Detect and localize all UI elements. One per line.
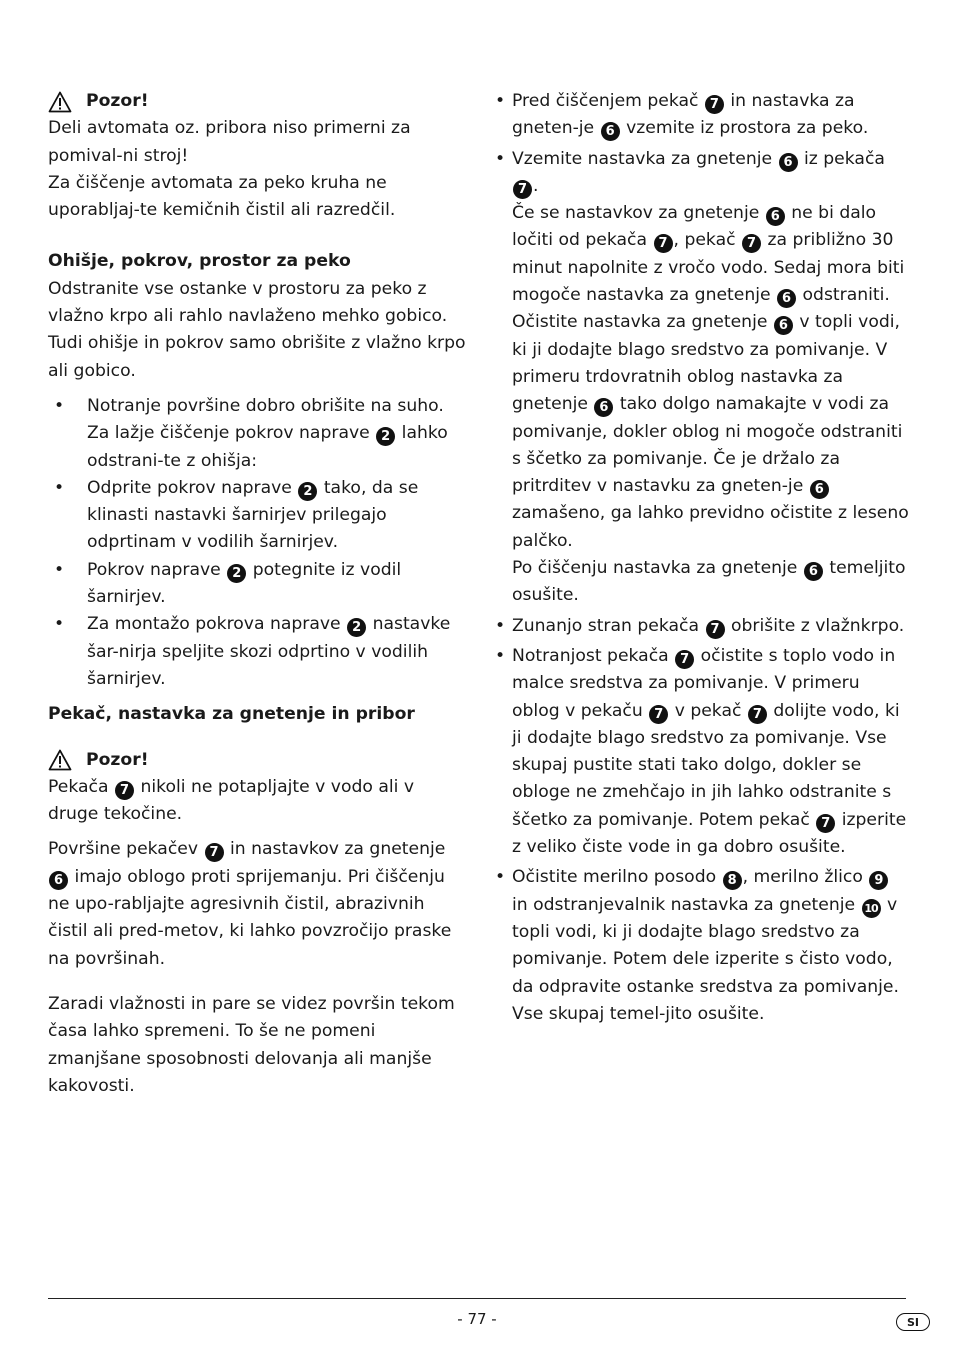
warning-heading [48, 747, 468, 774]
part-number-badge: 7 [705, 95, 724, 114]
warning-text: Pekača 7 nikoli ne potapljajte v vodo ali v druge tekočine. [48, 776, 415, 825]
warning-triangle-icon [48, 91, 72, 113]
part-number-badge: 2 [347, 618, 366, 637]
footer-divider [48, 1298, 906, 1299]
warning-triangle-icon [48, 749, 72, 771]
part-number-badge: 6 [774, 316, 793, 335]
warning-text: Za čiščenje avtomata za peko kruha ne uporabljaj-te kemičnih čistil ali razredčil. [48, 172, 396, 221]
warning-title: Pozor! [86, 91, 149, 111]
part-number-badge: 2 [227, 564, 246, 583]
bullet: • [495, 645, 506, 666]
bullet: • [495, 615, 506, 636]
part-number-badge: 9 [869, 871, 888, 890]
part-number-badge: 6 [594, 398, 613, 417]
list-item: • Zunanjo stran pekača 7 obrišite z vlažnkrpo. [495, 613, 910, 640]
part-number-badge: 7 [816, 814, 835, 833]
part-number-badge: 10 [862, 899, 881, 918]
bullet: • [495, 91, 506, 111]
part-number-badge: 6 [601, 122, 620, 141]
page-number: - 77 - [457, 1310, 497, 1328]
part-number-badge: 7 [675, 650, 694, 669]
list-item: • Vzemite nastavka za gnetenje 6 iz pekača 7 . Če se nastavkov za gnetenje 6 ne bi dalo ločiti od pekača 7 , pekač 7 za približno 30 minut napolnite z vročo vodo. Sedaj mora biti mogoče nastavka za gnetenje 6 odstraniti. Očistite nastavka za gnetenje 6 v topli vodi, ki ji dodajte blago sredstvo za pomivanje. V primeru trdovratnih oblog nastavka za gnetenje 6 tako dolgo namakajte v vodi za pomivanje, dokler oblog ni mogoče odstraniti s ščetko za pomivanje. Če je držalo za pritrditev v nastavku za gneten-je 6 zamašeno, ga lahko previdno očistite z leseno palčko. Po čiščenju nastavka za gnetenje 6 temeljito osušite. [495, 146, 910, 610]
part-number-badge: 2 [376, 427, 395, 446]
list-item: • Notranje površine dobro obrišite na suho. Za lažje čiščenje pokrov naprave 2 lahko odstrani-te z ohišja: [48, 393, 468, 475]
part-number-badge: 6 [779, 153, 798, 172]
section-heading: Pekač, nastavka za gnetenje in pribor [48, 704, 415, 725]
part-number-badge: 7 [742, 234, 761, 253]
part-number-badge: 7 [513, 180, 532, 199]
list-item: • Pokrov naprave 2 potegnite iz vodil šarnirjev. [48, 557, 468, 612]
part-number-badge: 7 [649, 705, 668, 724]
part-number-badge: 6 [810, 480, 829, 499]
part-number-badge: 7 [706, 620, 725, 639]
paragraph: Površine pekačev 7 in nastavkov za gnetenje 6 imajo oblogo proti sprijemanju. Pri čiščenju ne upo-rabljajte agresivnih čistil, abrazivnih čistil ali pred-metov, ki lahko povzročijo praske na površinah. [48, 839, 452, 969]
warning-title: Pozor! [86, 749, 149, 770]
list-item: • Odprite pokrov naprave 2 tako, da se klinasti nastavki šarnirjev prilegajo odprtinam v vodilih šarnirjev. [48, 475, 468, 557]
part-number-badge: 8 [723, 871, 742, 890]
warning-text: Deli avtomata oz. pribora niso primerni za pomival-ni stroj! [48, 118, 411, 166]
part-number-badge: 6 [804, 562, 823, 581]
list-item: • Očistite merilno posodo 8 , merilno žlico 9 in odstranjevalnik nastavka za gnetenje 10 v topli vodi, ki ji dodajte blago sredstvo za pomivanje. Potem dele izperite s čisto vodo, da odpravite ostanke sredstva za pomivanje. Vse skupaj temel-jito osušite. [495, 864, 910, 1028]
bullet-list [48, 393, 468, 693]
list-item: • Za montažo pokrova naprave 2 nastavke šar-nirja speljite skozi odprtino v vodilih šarnirjev. [48, 611, 468, 693]
warning-heading [48, 88, 468, 115]
part-number-badge: 7 [654, 234, 673, 253]
bullet: • [495, 867, 506, 888]
paragraph: Zaradi vlažnosti in pare se videz površin tekom časa lahko spremeni. To še ne pomeni zmanjšane sposobnosti delovanja ali manjše kakovosti. [48, 993, 455, 1096]
part-number-badge: 2 [298, 482, 317, 501]
section-heading: Ohišje, pokrov, prostor za peko [48, 251, 351, 272]
bullet: • [54, 395, 65, 416]
bullet-list [495, 88, 910, 1028]
part-number-badge: 6 [766, 207, 785, 226]
left-column [48, 88, 468, 1100]
part-number-badge: 7 [115, 781, 134, 800]
bullet: • [54, 614, 65, 635]
bullet: • [54, 477, 65, 498]
list-item: • Pred čiščenjem pekač 7 in nastavka za gneten-je 6 vzemite iz prostora za peko. [495, 88, 910, 143]
list-item: • Notranjost pekača 7 očistite s toplo vodo in malce sredstva za pomivanje. V primeru oblog v pekaču 7 v pekač 7 dolijte vodo, ki ji dodajte blago sredstvo za pomivanje. Vse skupaj pustite stati tako dolgo, dokler se obloge ne zmehčajo in jih lahko odstranite s ščetko za pomivanje. Potem pekač 7 izperite z veliko čiste vode in ga dobro osušite. [495, 643, 910, 861]
part-number-badge: 7 [205, 843, 224, 862]
part-number-badge: 6 [49, 871, 68, 890]
bullet: • [54, 559, 65, 580]
part-number-badge: 7 [748, 705, 767, 724]
paragraph: Odstranite vse ostanke v prostoru za peko z vlažno krpo ali rahlo navlaženo mehko gobico. Tudi ohišje in pokrov samo obrišite z vlažno krpo ali gobico. [48, 278, 466, 381]
right-column [495, 88, 910, 1031]
bullet: • [495, 148, 506, 169]
language-badge: SI [896, 1313, 930, 1331]
part-number-badge: 6 [777, 289, 796, 308]
